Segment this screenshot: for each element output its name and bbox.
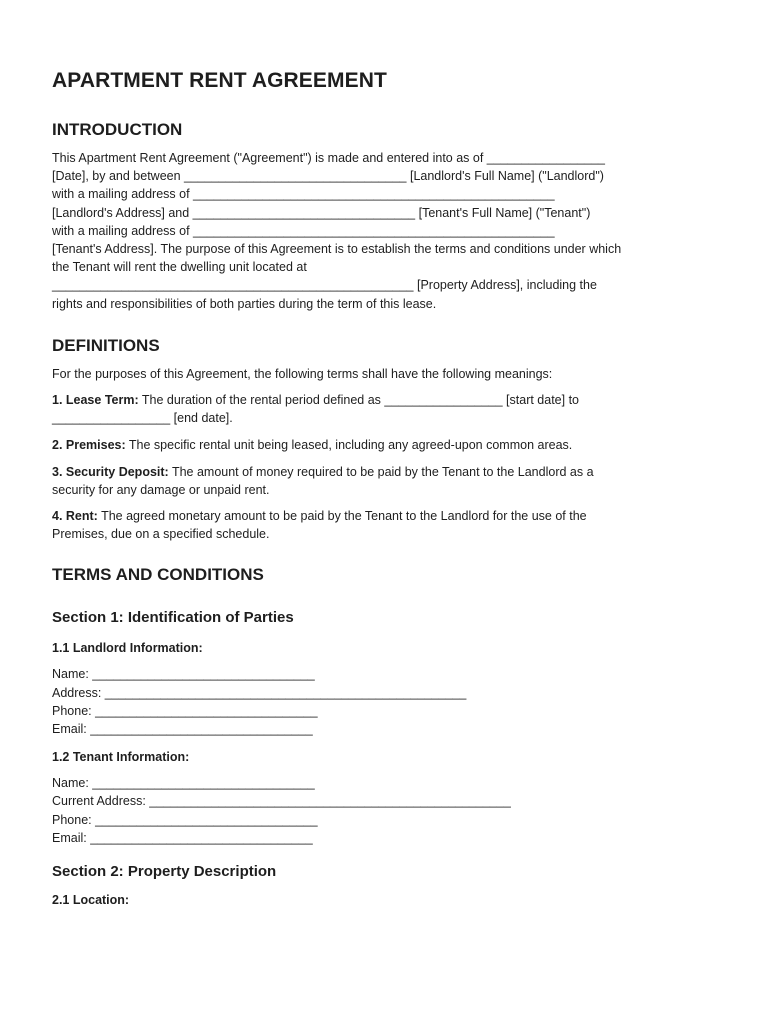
definition-text: The amount of money required to be paid by the Tenant to the Landlord as a: [168, 464, 594, 479]
definition-security-deposit: [52, 463, 732, 499]
intro-line: with a mailing address of ____________________________________________________: [52, 223, 555, 238]
definitions-intro: For the purposes of this Agreement, the following terms shall have the following meanings:: [52, 366, 553, 381]
definition-term: 2. Premises:: [52, 438, 126, 453]
section-2-heading: Section 2: Property Description: [52, 863, 277, 881]
definition-rent: [52, 507, 732, 543]
tenant-email-field: Email: ________________________________: [52, 830, 313, 845]
definition-text: The agreed monetary amount to be paid by the Tenant to the Landlord for the use of the: [97, 509, 587, 524]
introduction-heading: INTRODUCTION: [52, 120, 183, 139]
tenant-name-field: Name: ________________________________: [52, 776, 315, 791]
definition-continuation: security for any damage or unpaid rent.: [52, 482, 270, 497]
definition-term: 3. Security Deposit:: [52, 464, 169, 479]
tenant-fields: [52, 774, 732, 847]
document-title: APARTMENT RENT AGREEMENT: [52, 69, 387, 92]
definition-premises: [52, 436, 732, 454]
definition-line: [52, 463, 732, 481]
landlord-phone-field: Phone: ________________________________: [52, 703, 318, 718]
intro-line: rights and responsibilities of both parties during the term of this lease.: [52, 296, 437, 311]
intro-line: [Landlord's Address] and ________________________________ [Tenant's Full Name] ("Tenant"): [52, 205, 591, 220]
landlord-name-field: Name: ________________________________: [52, 667, 315, 682]
definition-line: [52, 391, 732, 409]
terms-heading: TERMS AND CONDITIONS: [52, 565, 264, 585]
definition-continuation: _________________ [end date].: [52, 411, 233, 426]
intro-line: with a mailing address of ____________________________________________________: [52, 187, 555, 202]
definition-term: 1. Lease Term:: [52, 393, 139, 408]
location-heading: 2.1 Location:: [52, 893, 130, 908]
landlord-info-heading: 1.1 Landlord Information:: [52, 641, 203, 656]
introduction-paragraph: [52, 149, 732, 313]
definition-line: [52, 436, 732, 454]
document-page: [52, 66, 732, 909]
landlord-address-field: Address: ____________________________________________________: [52, 685, 467, 700]
section-1-heading: Section 1: Identification of Parties: [52, 609, 294, 627]
definition-text: The specific rental unit being leased, including any agreed-upon common areas.: [125, 438, 573, 453]
intro-line: ____________________________________________________ [Property Address], including the: [52, 278, 597, 293]
definition-text: The duration of the rental period defined as _________________ [start date] to: [138, 393, 580, 408]
definition-term: 4. Rent:: [52, 509, 98, 524]
definition-lease-term: [52, 391, 732, 427]
landlord-fields: [52, 665, 732, 738]
definition-line: [52, 507, 732, 525]
intro-line: [Tenant's Address]. The purpose of this Agreement is to establish the terms and conditions under which: [52, 242, 622, 257]
definitions-heading: DEFINITIONS: [52, 335, 160, 355]
intro-line: the Tenant will rent the dwelling unit located at: [52, 260, 307, 275]
tenant-phone-field: Phone: ________________________________: [52, 812, 318, 827]
intro-line: This Apartment Rent Agreement ("Agreement") is made and entered into as of _________________: [52, 151, 605, 165]
definition-continuation: Premises, due on a specified schedule.: [52, 527, 270, 542]
tenant-address-field: Current Address: ____________________________________________________: [52, 794, 511, 809]
tenant-info-heading: 1.2 Tenant Information:: [52, 750, 190, 765]
intro-line: [Date], by and between ________________________________ [Landlord's Full Name] ("Landlord"): [52, 169, 604, 184]
landlord-email-field: Email: ________________________________: [52, 722, 313, 737]
